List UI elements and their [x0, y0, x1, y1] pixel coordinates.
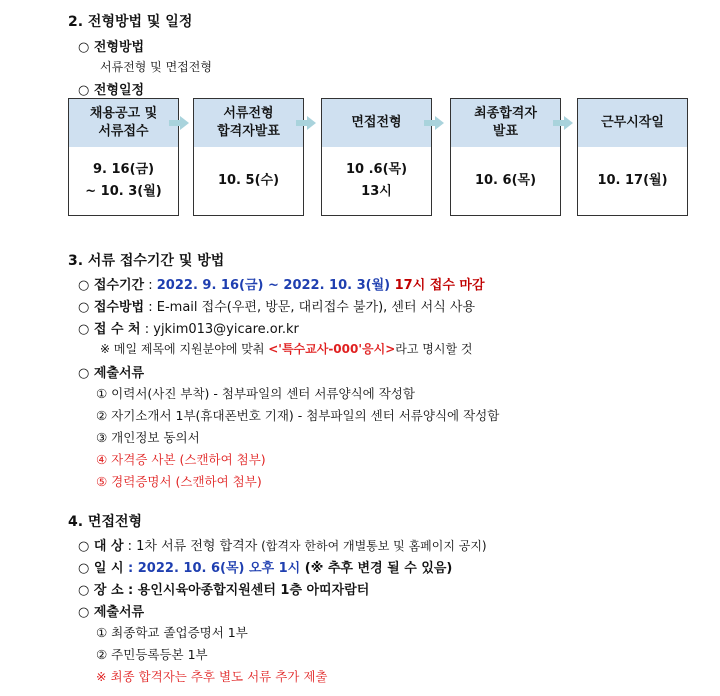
arrow-right-icon — [296, 116, 316, 130]
final-extra-docs-note: ※ 최종 합격자는 추후 별도 서류 추가 제출 — [96, 669, 328, 684]
interview-doc-item: ① 최종학교 졸업증명서 1부 — [96, 625, 248, 640]
arrow-right-icon — [424, 116, 444, 130]
note-suffix: 라고 명시할 것 — [395, 342, 473, 356]
note-subject-format: <'특수교사-000'응시> — [268, 342, 396, 356]
step-title-line: 채용공고 및 — [89, 106, 158, 121]
doc-item: ① 이력서(사진 부착) - 첨부파일의 센터 서류양식에 작성함 — [96, 386, 415, 401]
doc-item-required: ④ 자격증 사본 (스캔하여 첨부) — [96, 452, 266, 467]
section-3-title: 3. 서류 접수기간 및 방법 — [68, 253, 225, 269]
period-deadline: 17시 접수 마감 — [390, 278, 485, 293]
method-text: 서류전형 및 면접전형 — [100, 60, 212, 74]
step-title-line: 발표 — [492, 124, 519, 139]
schedule-label: ○ 전형일정 — [78, 83, 145, 98]
step-final-result — [450, 98, 561, 216]
method-label: ○ 전형방법 — [78, 40, 145, 55]
section-2-title: 2. 전형방법 및 일정 — [68, 14, 193, 30]
mail-title-note — [100, 340, 472, 357]
step-document-result — [193, 98, 304, 216]
section-4-title: 4. 면접전형 — [68, 514, 143, 530]
step-date-line: 10 .6(목) — [345, 162, 408, 177]
interview-docs-label: ○ 제출서류 — [78, 605, 145, 620]
submit-method-label: ○ 접수방법 — [78, 300, 145, 315]
venue-row — [78, 579, 369, 598]
method-row — [78, 296, 475, 315]
target-text: : 1차 서류 전형 합격자 — [123, 539, 258, 554]
doc-item: ③ 개인정보 동의서 — [96, 430, 200, 445]
period-sep: : — [144, 278, 157, 293]
note-prefix: ※ 메일 제목에 지원분야에 맞춰 — [100, 342, 269, 356]
place-row — [78, 318, 299, 337]
period-dates: 2022. 9. 16(금) ~ 2022. 10. 3(월) — [156, 278, 391, 293]
submit-place-label: ○ 접 수 처 — [78, 322, 141, 337]
step-title-line: 서류전형 — [223, 106, 274, 121]
step-title-line: 서류접수 — [98, 124, 149, 139]
submit-method-text: : E-mail 접수(우편, 방문, 대리접수 불가), 센터 서식 사용 — [144, 300, 476, 315]
step-interview — [321, 98, 432, 216]
doc-item-required: ⑤ 경력증명서 (스캔하여 첨부) — [96, 474, 262, 489]
target-row — [78, 535, 487, 554]
step-recruit — [68, 98, 179, 216]
step-date-line: 10. 6(목) — [474, 173, 537, 188]
step-start-work — [577, 98, 688, 216]
datetime-label: ○ 일 시 — [78, 561, 124, 576]
step-date-line: ~ 10. 3(월) — [85, 184, 162, 199]
datetime-note: (※ 추후 변경 될 수 있음) — [300, 561, 453, 576]
venue-text: : 용인시육아종합지원센터 1층 아띠자람터 — [123, 583, 370, 598]
step-title-line: 합격자발표 — [217, 124, 280, 139]
arrow-right-icon — [553, 116, 573, 130]
target-note: (합격자 한하여 개별통보 및 홈페이지 공지) — [257, 539, 487, 553]
step-date-line: 13시 — [361, 184, 392, 199]
docs-label: ○ 제출서류 — [78, 366, 145, 381]
period-label: ○ 접수기간 — [78, 278, 145, 293]
step-title-line: 근무시작일 — [601, 115, 664, 130]
datetime-text: : 2022. 10. 6(목) 오후 1시 — [123, 561, 301, 576]
target-label: ○ 대 상 — [78, 539, 124, 554]
doc-item: ② 자기소개서 1부(휴대폰번호 기재) - 첨부파일의 센터 서류양식에 작성함 — [96, 408, 500, 423]
step-date-line: 9. 16(금) — [92, 162, 155, 177]
venue-label: ○ 장 소 — [78, 583, 124, 598]
step-title-line: 최종합격자 — [474, 106, 537, 121]
step-title-line: 면접전형 — [351, 115, 402, 130]
datetime-row — [78, 557, 452, 576]
step-date-line: 10. 5(수) — [217, 173, 280, 188]
arrow-right-icon — [169, 116, 189, 130]
interview-doc-item: ② 주민등록등본 1부 — [96, 647, 208, 662]
period-row — [78, 274, 485, 293]
email-address: : yjkim013@yicare.or.kr — [140, 322, 299, 337]
step-date-line: 10. 17(월) — [597, 173, 668, 188]
